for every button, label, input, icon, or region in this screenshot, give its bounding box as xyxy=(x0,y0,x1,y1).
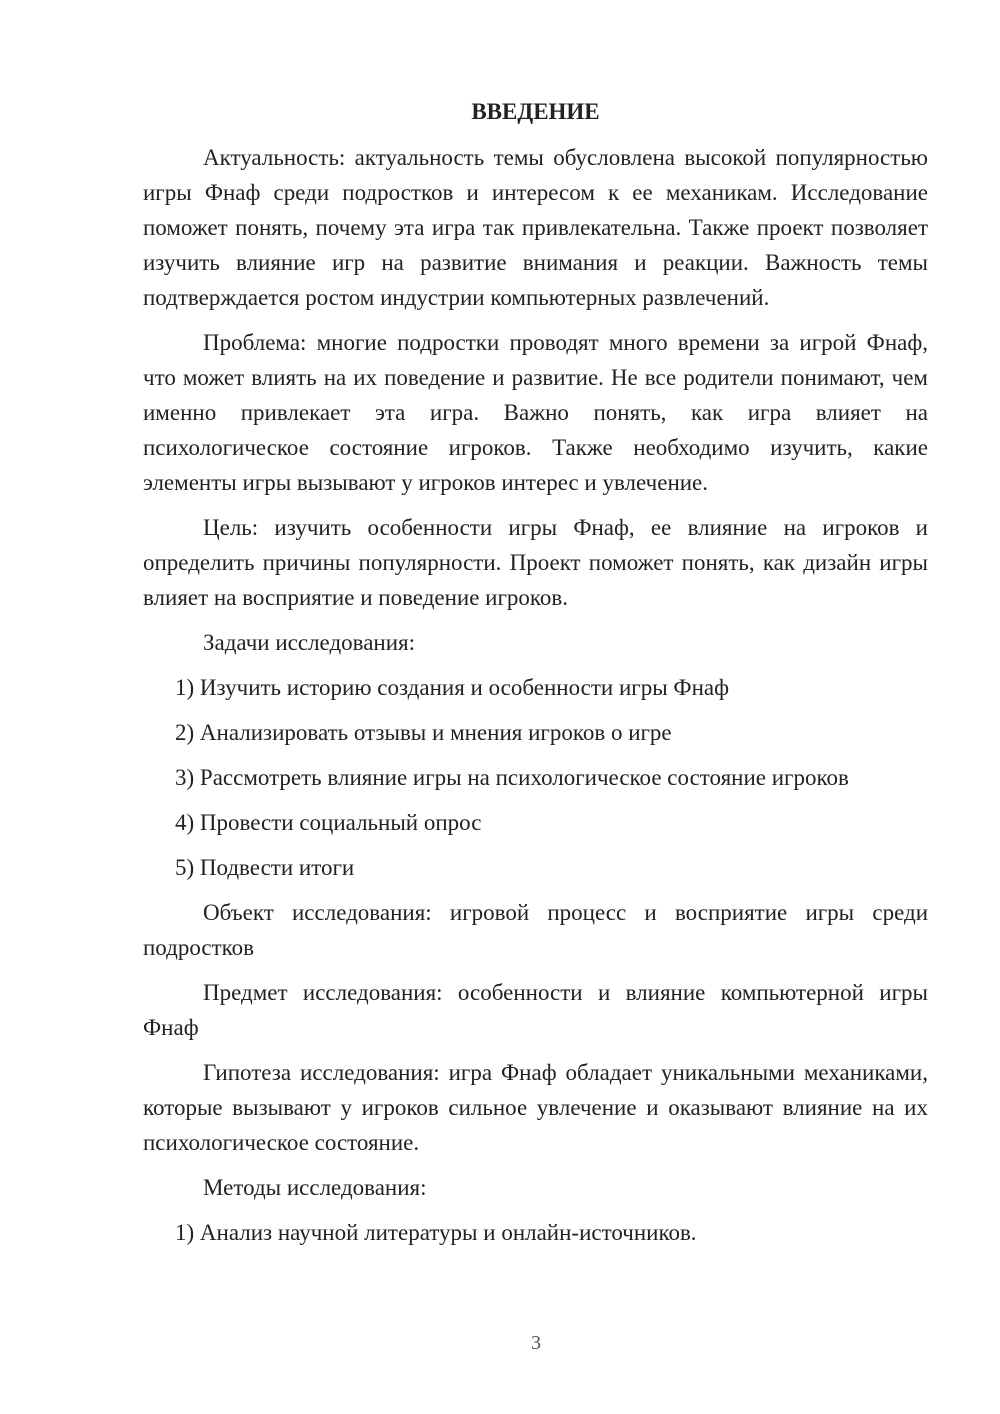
task-item: 4) Провести социальный опрос xyxy=(175,810,482,835)
subject-paragraph: Предмет исследования: особенности и влияние компьютерной игры Фнаф xyxy=(143,980,928,1040)
hypothesis-paragraph: Гипотеза исследования: игра Фнаф обладает уникальными механиками, которые вызывают у игроков сильное увлечение и оказывают влияние на их психологическое состояние. xyxy=(143,1060,928,1155)
tasks-list xyxy=(143,670,928,885)
goal-paragraph: Цель: изучить особенности игры Фнаф, ее влияние на игроков и определить причины популярности. Проект поможет понять, как дизайн игры влияет на восприятие и поведение игроков. xyxy=(143,515,928,610)
method-item: 1) Анализ научной литературы и онлайн-источников. xyxy=(175,1220,697,1245)
problem-paragraph: Проблема: многие подростки проводят много времени за игрой Фнаф, что может влиять на их поведение и развитие. Не все родители понимают, чем именно привлекает эта игра. Важно понять, как игра влияет на психологическое состояние игроков. Также необходимо изучить, какие элементы игры вызывают у игроков интерес и увлечение. xyxy=(143,330,928,495)
task-item: 3) Рассмотреть влияние игры на психологическое состояние игроков xyxy=(175,765,849,790)
task-item: 2) Анализировать отзывы и мнения игроков о игре xyxy=(175,720,672,745)
relevance-paragraph: Актуальность: актуальность темы обусловлена высокой популярностью игры Фнаф среди подростков и интересом к ее механикам. Исследование поможет понять, почему эта игра так привлекательна. Также проект позволяет изучить влияние игр на развитие внимания и реакции. Важность темы подтверждается ростом индустрии компьютерных развлечений. xyxy=(143,145,928,310)
page-number: 3 xyxy=(531,1332,541,1354)
tasks-heading: Задачи исследования: xyxy=(203,630,416,655)
methods-list xyxy=(143,1215,928,1250)
document-body xyxy=(143,96,928,1260)
document-title: ВВЕДЕНИЕ xyxy=(471,99,600,124)
methods-heading: Методы исследования: xyxy=(203,1175,427,1200)
task-item: 1) Изучить историю создания и особенности игры Фнаф xyxy=(175,675,730,700)
task-item: 5) Подвести итоги xyxy=(175,855,355,880)
object-paragraph: Объект исследования: игровой процесс и восприятие игры среди подростков xyxy=(143,900,928,960)
